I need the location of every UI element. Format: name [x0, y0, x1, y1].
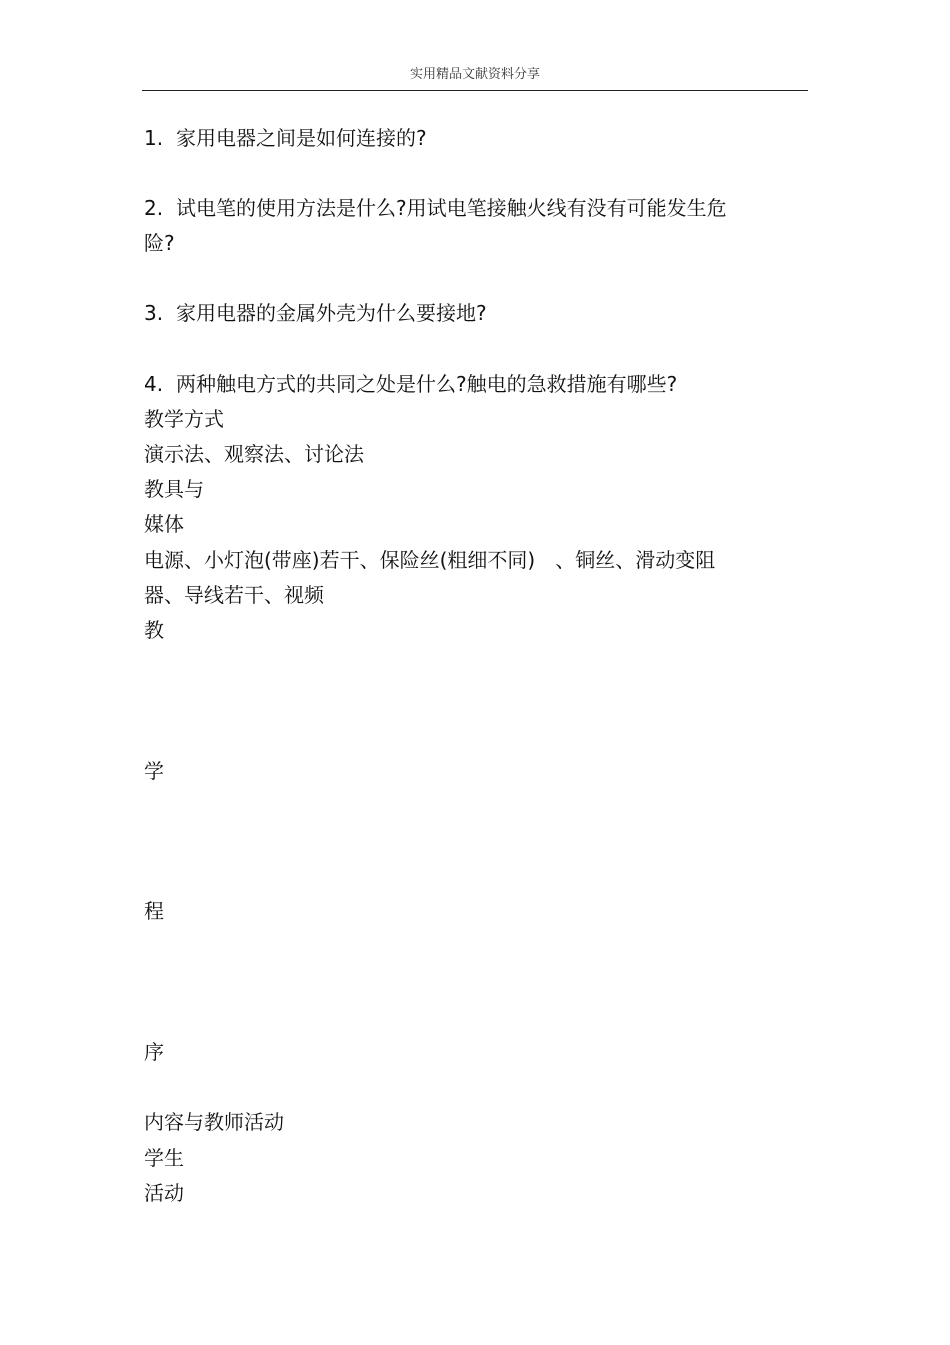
question-2-continued: 险? [144, 231, 175, 255]
teaching-method-label: 教学方式 [144, 407, 224, 431]
question-4 [144, 371, 804, 397]
question-number: 3. [144, 301, 164, 325]
student-label-1: 学生 [144, 1146, 184, 1170]
student-label-2: 活动 [144, 1181, 184, 1205]
question-1 [144, 125, 804, 151]
content-teacher-activity-label: 内容与教师活动 [144, 1110, 284, 1134]
teaching-tools-label-2: 媒体 [144, 512, 184, 536]
question-number: 2. [144, 196, 164, 220]
process-char-1: 教 [144, 618, 164, 642]
process-char-2: 学 [144, 759, 164, 783]
teaching-tools-value-1: 电源、小灯泡(带座)若干、保险丝(粗细不同) 、铜丝、滑动变阻 [144, 548, 716, 572]
question-text: 试电笔的使用方法是什么?用试电笔接触火线有没有可能发生危 [176, 196, 727, 220]
question-number: 4. [144, 372, 164, 396]
question-text: 家用电器的金属外壳为什么要接地? [176, 301, 487, 325]
teaching-method-value: 演示法、观察法、讨论法 [144, 442, 364, 466]
question-3 [144, 300, 804, 326]
process-char-4: 序 [144, 1040, 164, 1064]
teaching-tools-value-2: 器、导线若干、视频 [144, 583, 324, 607]
page-header-title: 实用精品文献资料分享 [409, 67, 540, 82]
question-2 [144, 195, 804, 221]
question-text: 家用电器之间是如何连接的? [176, 126, 427, 150]
question-number: 1. [144, 126, 164, 150]
process-char-3: 程 [144, 899, 164, 923]
header-divider [142, 90, 808, 91]
question-text: 两种触电方式的共同之处是什么?触电的急救措施有哪些? [176, 372, 678, 396]
teaching-tools-label-1: 教具与 [144, 477, 204, 501]
